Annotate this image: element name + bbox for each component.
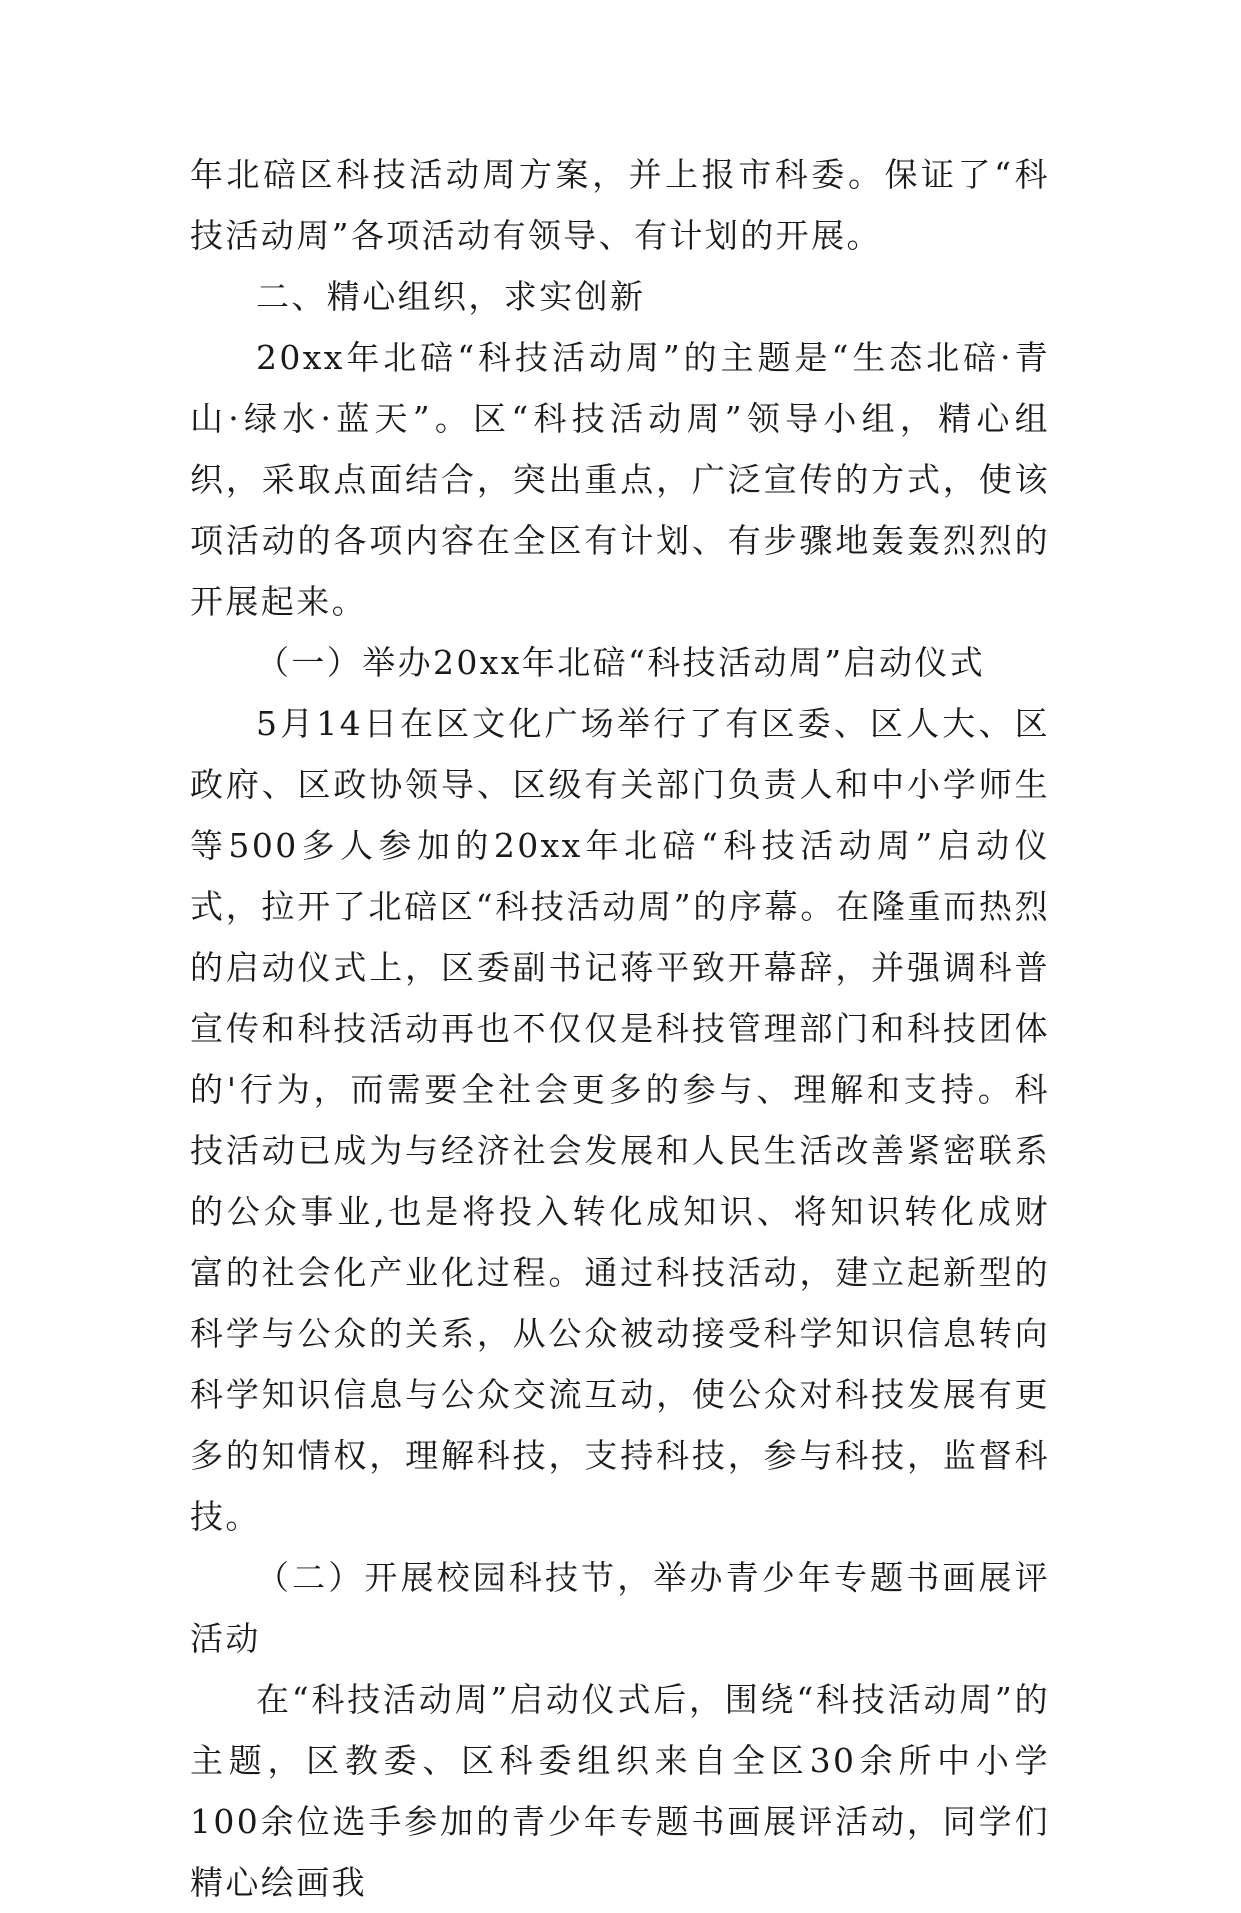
subsection-heading-1: （一）举办20xx年北碚“科技活动周”启动仪式 bbox=[256, 643, 986, 682]
paragraph-continuation: 年北碚区科技活动周方案，并上报市科委。保证了“科技活动周”各项活动有领导、有计划的开展。 bbox=[190, 155, 1050, 255]
document-body bbox=[190, 144, 1050, 1913]
paragraph-launch-ceremony: 5月14日在区文化广场举行了有区委、区人大、区政府、区政协领导、区级有关部门负责人和中小学师生等500多人参加的20xx年北碚“科技活动周”启动仪式，拉开了北碚区“科技活动周”的序幕。在隆重而热烈的启动仪式上，区委副书记蒋平致开幕辞，并强调科普宣传和科技活动再也不仅仅是科技管理部门和科技团体的'行为，而需要全社会更多的参与、理解和支持。科技活动已成为与经济社会发展和人民生活改善紧密联系的公众事业,也是将投入转化成知识、将知识转化成财富的社会化产业化过程。通过科技活动，建立起新型的科学与公众的关系，从公众被动接受科学知识信息转向科学知识信息与公众交流互动，使公众对科技发展有更多的知情权，理解科技，支持科技，参与科技，监督科技。 bbox=[190, 704, 1050, 1536]
subsection-heading-2: （二）开展校园科技节，举办青少年专题书画展评活动 bbox=[190, 1558, 1050, 1658]
section-heading-2: 二、精心组织，求实创新 bbox=[256, 277, 646, 316]
paragraph-theme: 20xx年北碚“科技活动周”的主题是“生态北碚·青山·绿水·蓝天”。区“科技活动周”领导小组，精心组织，采取点面结合，突出重点，广泛宣传的方式，使该项活动的各项内容在全区有计划、有步骤地轰轰烈烈的开展起来。 bbox=[190, 338, 1050, 621]
paragraph-art-exhibition: 在“科技活动周”启动仪式后，围绕“科技活动周”的主题，区教委、区科委组织来自全区30余所中小学100余位选手参加的青少年专题书画展评活动，同学们精心绘画我 bbox=[190, 1680, 1050, 1902]
